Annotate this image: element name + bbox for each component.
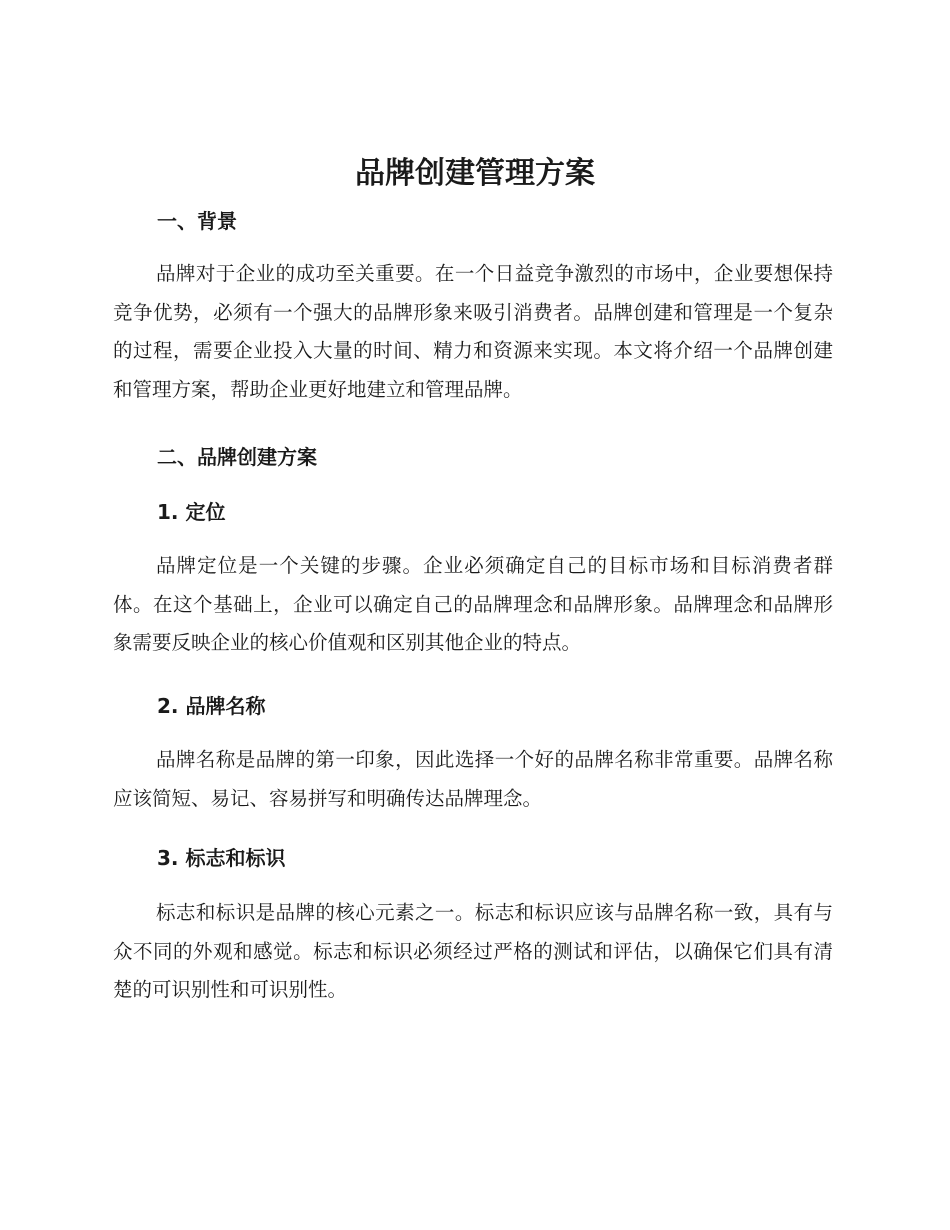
paragraph-brand-name: 品牌名称是品牌的第一印象，因此选择一个好的品牌名称非常重要。品牌名称应该简短、易记、容易拼写和明确传达品牌理念。: [113, 748, 833, 810]
section-heading-background: 一、背景: [157, 209, 237, 233]
subheading-logo: 3. 标志和标识: [157, 846, 286, 870]
section-heading-brand-creation: 二、品牌创建方案: [157, 445, 317, 469]
paragraph-background: 品牌对于企业的成功至关重要。在一个日益竞争激烈的市场中，企业要想保持竞争优势，必须有一个强大的品牌形象来吸引消费者。品牌创建和管理是一个复杂的过程，需要企业投入大量的时间、精力和资源来实现。本文将介绍一个品牌创建和管理方案，帮助企业更好地建立和管理品牌。: [113, 262, 833, 401]
document-title: 品牌创建管理方案: [355, 156, 595, 191]
paragraph-logo: 标志和标识是品牌的核心元素之一。标志和标识应该与品牌名称一致，具有与众不同的外观和感觉。标志和标识必须经过严格的测试和评估，以确保它们具有清楚的可识别性和可识别性。: [113, 901, 833, 1001]
subheading-positioning: 1. 定位: [157, 500, 226, 524]
paragraph-positioning: 品牌定位是一个关键的步骤。企业必须确定自己的目标市场和目标消费者群体。在这个基础上，企业可以确定自己的品牌理念和品牌形象。品牌理念和品牌形象需要反映企业的核心价值观和区别其他企业的特点。: [113, 554, 833, 654]
subheading-brand-name: 2. 品牌名称: [157, 694, 266, 718]
